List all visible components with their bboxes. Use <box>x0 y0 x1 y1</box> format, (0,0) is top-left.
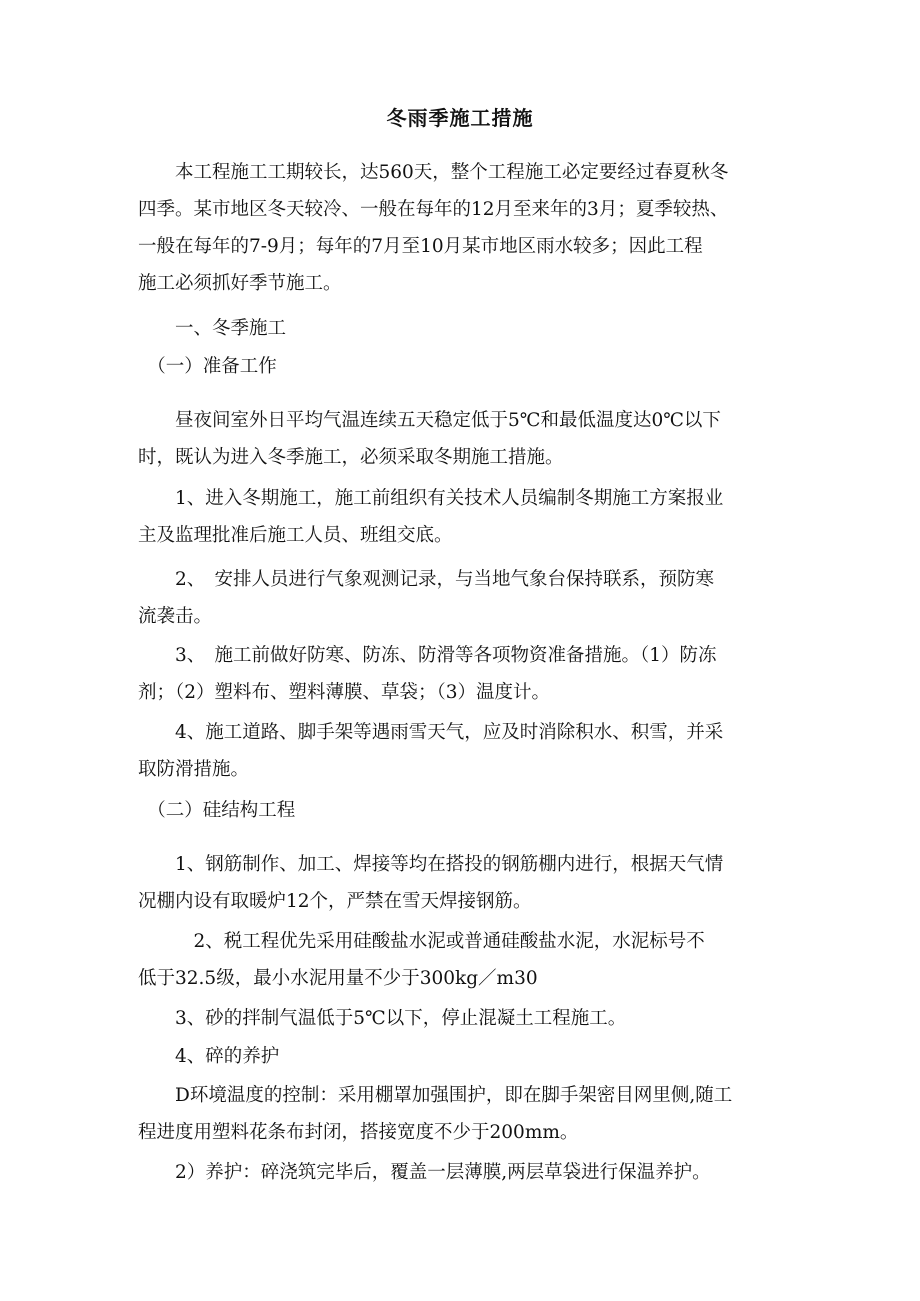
text-line: D环境温度的控制：采用棚罩加强围护，即在脚手架密目网里侧,随工 <box>138 1085 733 1106</box>
heading-line: 一、冬季施工 <box>138 318 287 339</box>
text-line: 一般在每年的7-9月；每年的7月至10月某市地区雨水较多；因此工程 <box>138 236 703 257</box>
heading-line: （一）准备工作 <box>138 356 277 377</box>
list-item-4 <box>138 714 788 788</box>
text-line: 主及监理批准后施工人员、班组交底。 <box>138 525 453 546</box>
text-line: 2、 安排人员进行气象观测记录，与当地气象台保持联系，预防寒 <box>138 569 715 590</box>
text-line: 况棚内设有取暖炉12个，严禁在雪天焊接钢筋。 <box>138 891 532 912</box>
list-item-3 <box>138 637 788 711</box>
text-line: 昼夜间室外日平均气温连续五天稳定低于5℃和最低温度达0℃以下 <box>138 410 721 431</box>
concrete-item-2 <box>138 923 788 997</box>
page-title: 冬雨季施工措施 <box>386 106 534 130</box>
text-line: 4、施工道路、脚手架等遇雨雪天气，应及时消除积水、积雪，并采 <box>138 722 724 743</box>
text-line: 低于32.5级，最小水泥用量不少于300kg／m30 <box>138 968 538 989</box>
subsection-heading-concrete <box>138 792 788 829</box>
concrete-item-1 <box>138 846 788 920</box>
heading-line: （二）硅结构工程 <box>138 800 296 821</box>
text-line: 时，既认为进入冬季施工，必须采取冬期施工措施。 <box>138 447 564 468</box>
list-item-2 <box>138 561 788 635</box>
text-line: 剂；（2）塑料布、塑料薄膜、草袋；（3）温度计。 <box>138 682 551 703</box>
text-line: 4、碎的养护 <box>138 1046 280 1067</box>
intro-paragraph <box>138 154 788 302</box>
text-line: 施工必须抓好季节施工。 <box>138 273 342 294</box>
text-line: 2、税工程优先采用硅酸盐水泥或普通硅酸盐水泥，水泥标号不 <box>138 931 705 952</box>
curing-item-1 <box>138 1077 788 1151</box>
subsection-heading-preparation <box>138 348 788 385</box>
text-line: 1、钢筋制作、加工、焊接等均在搭投的钢筋棚内进行，根据天气情 <box>138 854 724 875</box>
text-line: 3、砂的拌制气温低于5℃以下，停止混凝土工程施工。 <box>138 1008 627 1029</box>
curing-item-2 <box>138 1154 788 1191</box>
section-heading-winter <box>138 310 788 347</box>
list-item-1 <box>138 480 788 554</box>
text-line: 流袭击。 <box>138 606 213 627</box>
concrete-item-4 <box>138 1038 788 1075</box>
text-line: 2）养护：碎浇筑完毕后，覆盖一层薄膜,两层草袋进行保温养护。 <box>138 1162 711 1183</box>
text-line: 四季。某市地区冬天较冷、一般在每年的12月至来年的3月；夏季较热、 <box>138 199 729 220</box>
winter-definition-paragraph <box>138 402 788 476</box>
text-line: 本工程施工工期较长，达560天，整个工程施工必定要经过春夏秋冬 <box>138 162 729 183</box>
text-line: 3、 施工前做好防寒、防冻、防滑等各项物资准备措施。（1）防冻 <box>138 645 717 666</box>
text-line: 取防滑措施。 <box>138 759 250 780</box>
text-line: 程进度用塑料花条布封闭，搭接宽度不少于200mm。 <box>138 1122 579 1143</box>
concrete-item-3 <box>138 1000 788 1037</box>
text-line: 1、进入冬期施工，施工前组织有关技术人员编制冬期施工方案报业 <box>138 488 724 509</box>
